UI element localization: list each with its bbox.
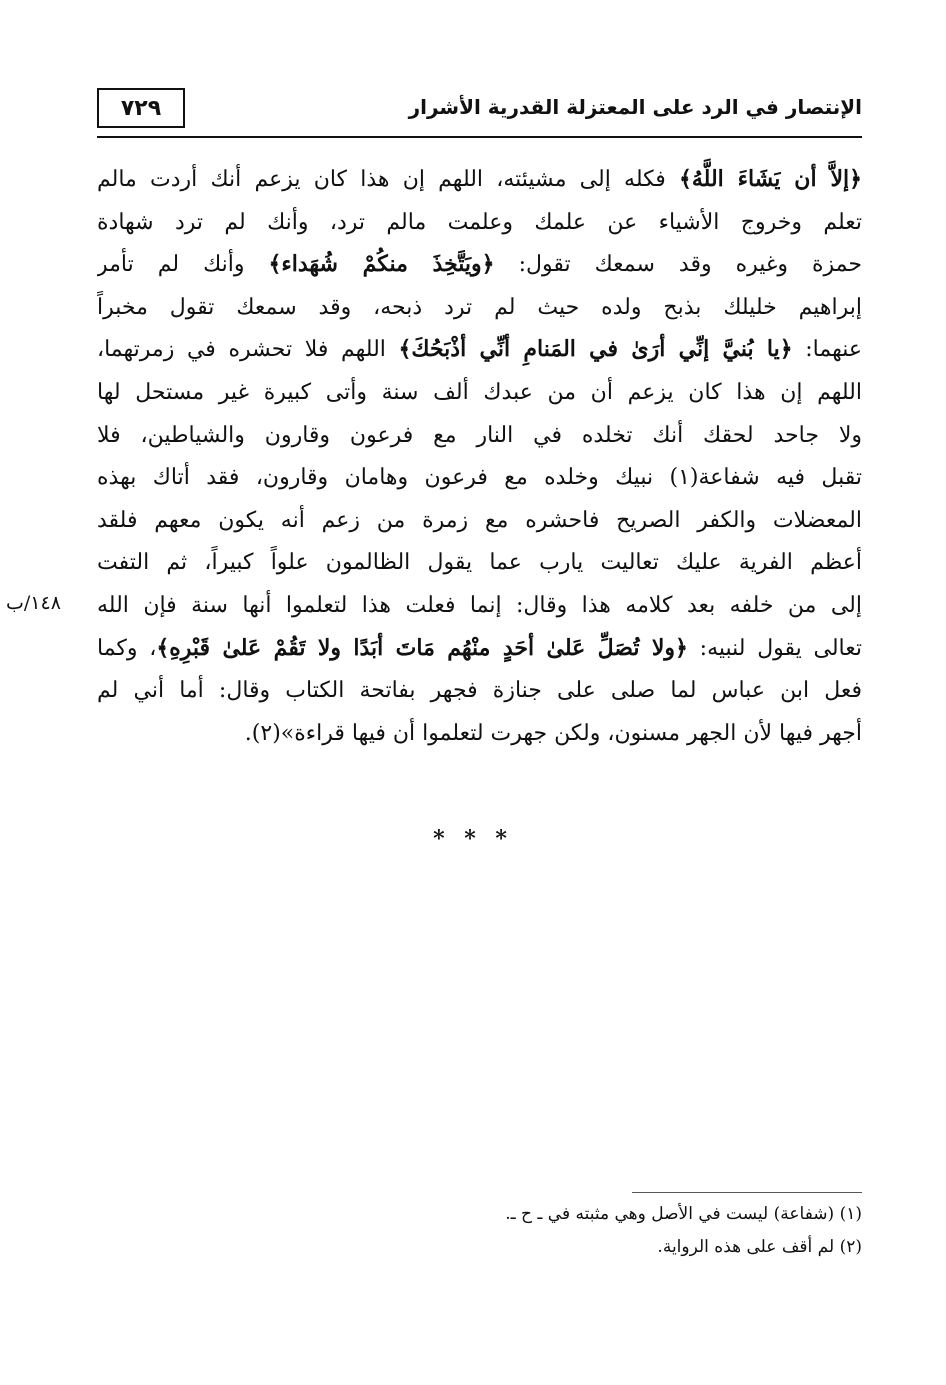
text-segment: تقبل فيه شفاعة(١) نبيك وخلده مع فرعون وهامان وقارون، فقد أتاك بهذه xyxy=(97,465,862,491)
footnotes xyxy=(505,1198,862,1264)
main-text xyxy=(97,158,862,754)
text-line xyxy=(97,371,862,414)
text-segment: عنهما: xyxy=(792,337,862,363)
text-line xyxy=(97,669,862,712)
quran-verse: ﴿ولا تُصَلِّ عَلىٰ أحَدٍ منْهُم مَاتَ أبَدًا ولا تَقُمْ عَلىٰ قَبْرِهِ﴾ xyxy=(156,634,688,661)
text-segment: المعضلات والكفر الصريح فاحشره مع زمرة من زعم أنه يكون معهم فلقد xyxy=(97,507,862,533)
text-segment: حمزة وغيره وقد سمعك تقول: xyxy=(494,252,862,278)
text-segment: أعظم الفرية عليك تعاليت يارب عما يقول الظالمون علواً كبيراً، ثم التفت xyxy=(97,550,862,576)
text-segment: تعلم وخروج الأشياء عن علمك وعلمت مالم ترد، وأنك لم ترد شهادة xyxy=(97,209,862,235)
quran-verse: ﴿ويَتَّخِذَ منكُمْ شُهَداء﴾ xyxy=(268,251,495,278)
text-segment: وأنك لم تأمر xyxy=(97,252,269,278)
text-segment: ، وكما xyxy=(97,635,157,661)
text-segment: ولا جاحد لحقك أنك تخلده في النار مع فرعون وقارون والشياطين، فلا xyxy=(97,422,862,448)
text-segment: تعالى يقول لنبيه: xyxy=(687,635,862,661)
text-line xyxy=(97,286,862,329)
text-line xyxy=(97,328,862,371)
footnote-1: (١) (شفاعة) ليست في الأصل وهي مثبته في ـ ح ـ. xyxy=(505,1204,862,1224)
text-line xyxy=(97,456,862,499)
text-line xyxy=(97,584,862,627)
text-segment: اللهم فلا تحشره في زمرتهما، xyxy=(97,337,399,363)
page-number xyxy=(97,88,185,128)
text-line xyxy=(97,627,862,670)
section-separator: * * * xyxy=(433,826,513,852)
manuscript-folio-note: ١٤٨/ب xyxy=(6,592,61,614)
text-line xyxy=(97,243,862,286)
footnote-2: (٢) لم أقف على هذه الرواية. xyxy=(657,1237,862,1257)
text-segment: فعل ابن عباس لما صلى على جنازة فجهر بفاتحة الكتاب وقال: أما أني لم xyxy=(97,678,862,704)
text-segment: فكله إلى مشيئته، اللهم إن هذا كان يزعم أنك أردت مالم xyxy=(97,167,679,192)
quran-verse: ﴿إلاَّ أن يَشَاءَ اللَّهُ﴾ xyxy=(678,166,862,192)
text-line xyxy=(97,414,862,457)
text-line xyxy=(97,712,862,755)
text-segment: أجهر فيها لأن الجهر مسنون، ولكن جهرت لتعلموا أن فيها قراءة»(٢). xyxy=(244,720,862,746)
text-line xyxy=(97,201,862,244)
text-segment: إبراهيم خليلك بذبح ولده حيث لم ترد ذبحه، وقد سمعك تقول مخبراً xyxy=(97,294,862,320)
text-segment: اللهم إن هذا كان يزعم أن من عبدك ألف سنة وأتى كبيرة غير مستحل لها xyxy=(97,379,862,405)
footnote-rule xyxy=(632,1192,862,1193)
text-line xyxy=(97,499,862,542)
running-title: الإنتصار في الرد على المعتزلة القدرية الأشرار xyxy=(408,95,862,119)
text-line xyxy=(97,541,862,584)
text-line xyxy=(97,158,862,201)
quran-verse: ﴿يا بُنيَّ إنِّي أرَىٰ في المَنامِ أنِّي أذْبَحُكَ﴾ xyxy=(398,336,793,363)
page-number-text: ٧٢٩ xyxy=(120,95,162,121)
header-rule xyxy=(97,136,862,138)
text-segment: إلى من خلفه بعد كلامه هذا وقال: إنما فعلت هذا لتعلموا أنها سنة فإن الله xyxy=(97,592,862,618)
